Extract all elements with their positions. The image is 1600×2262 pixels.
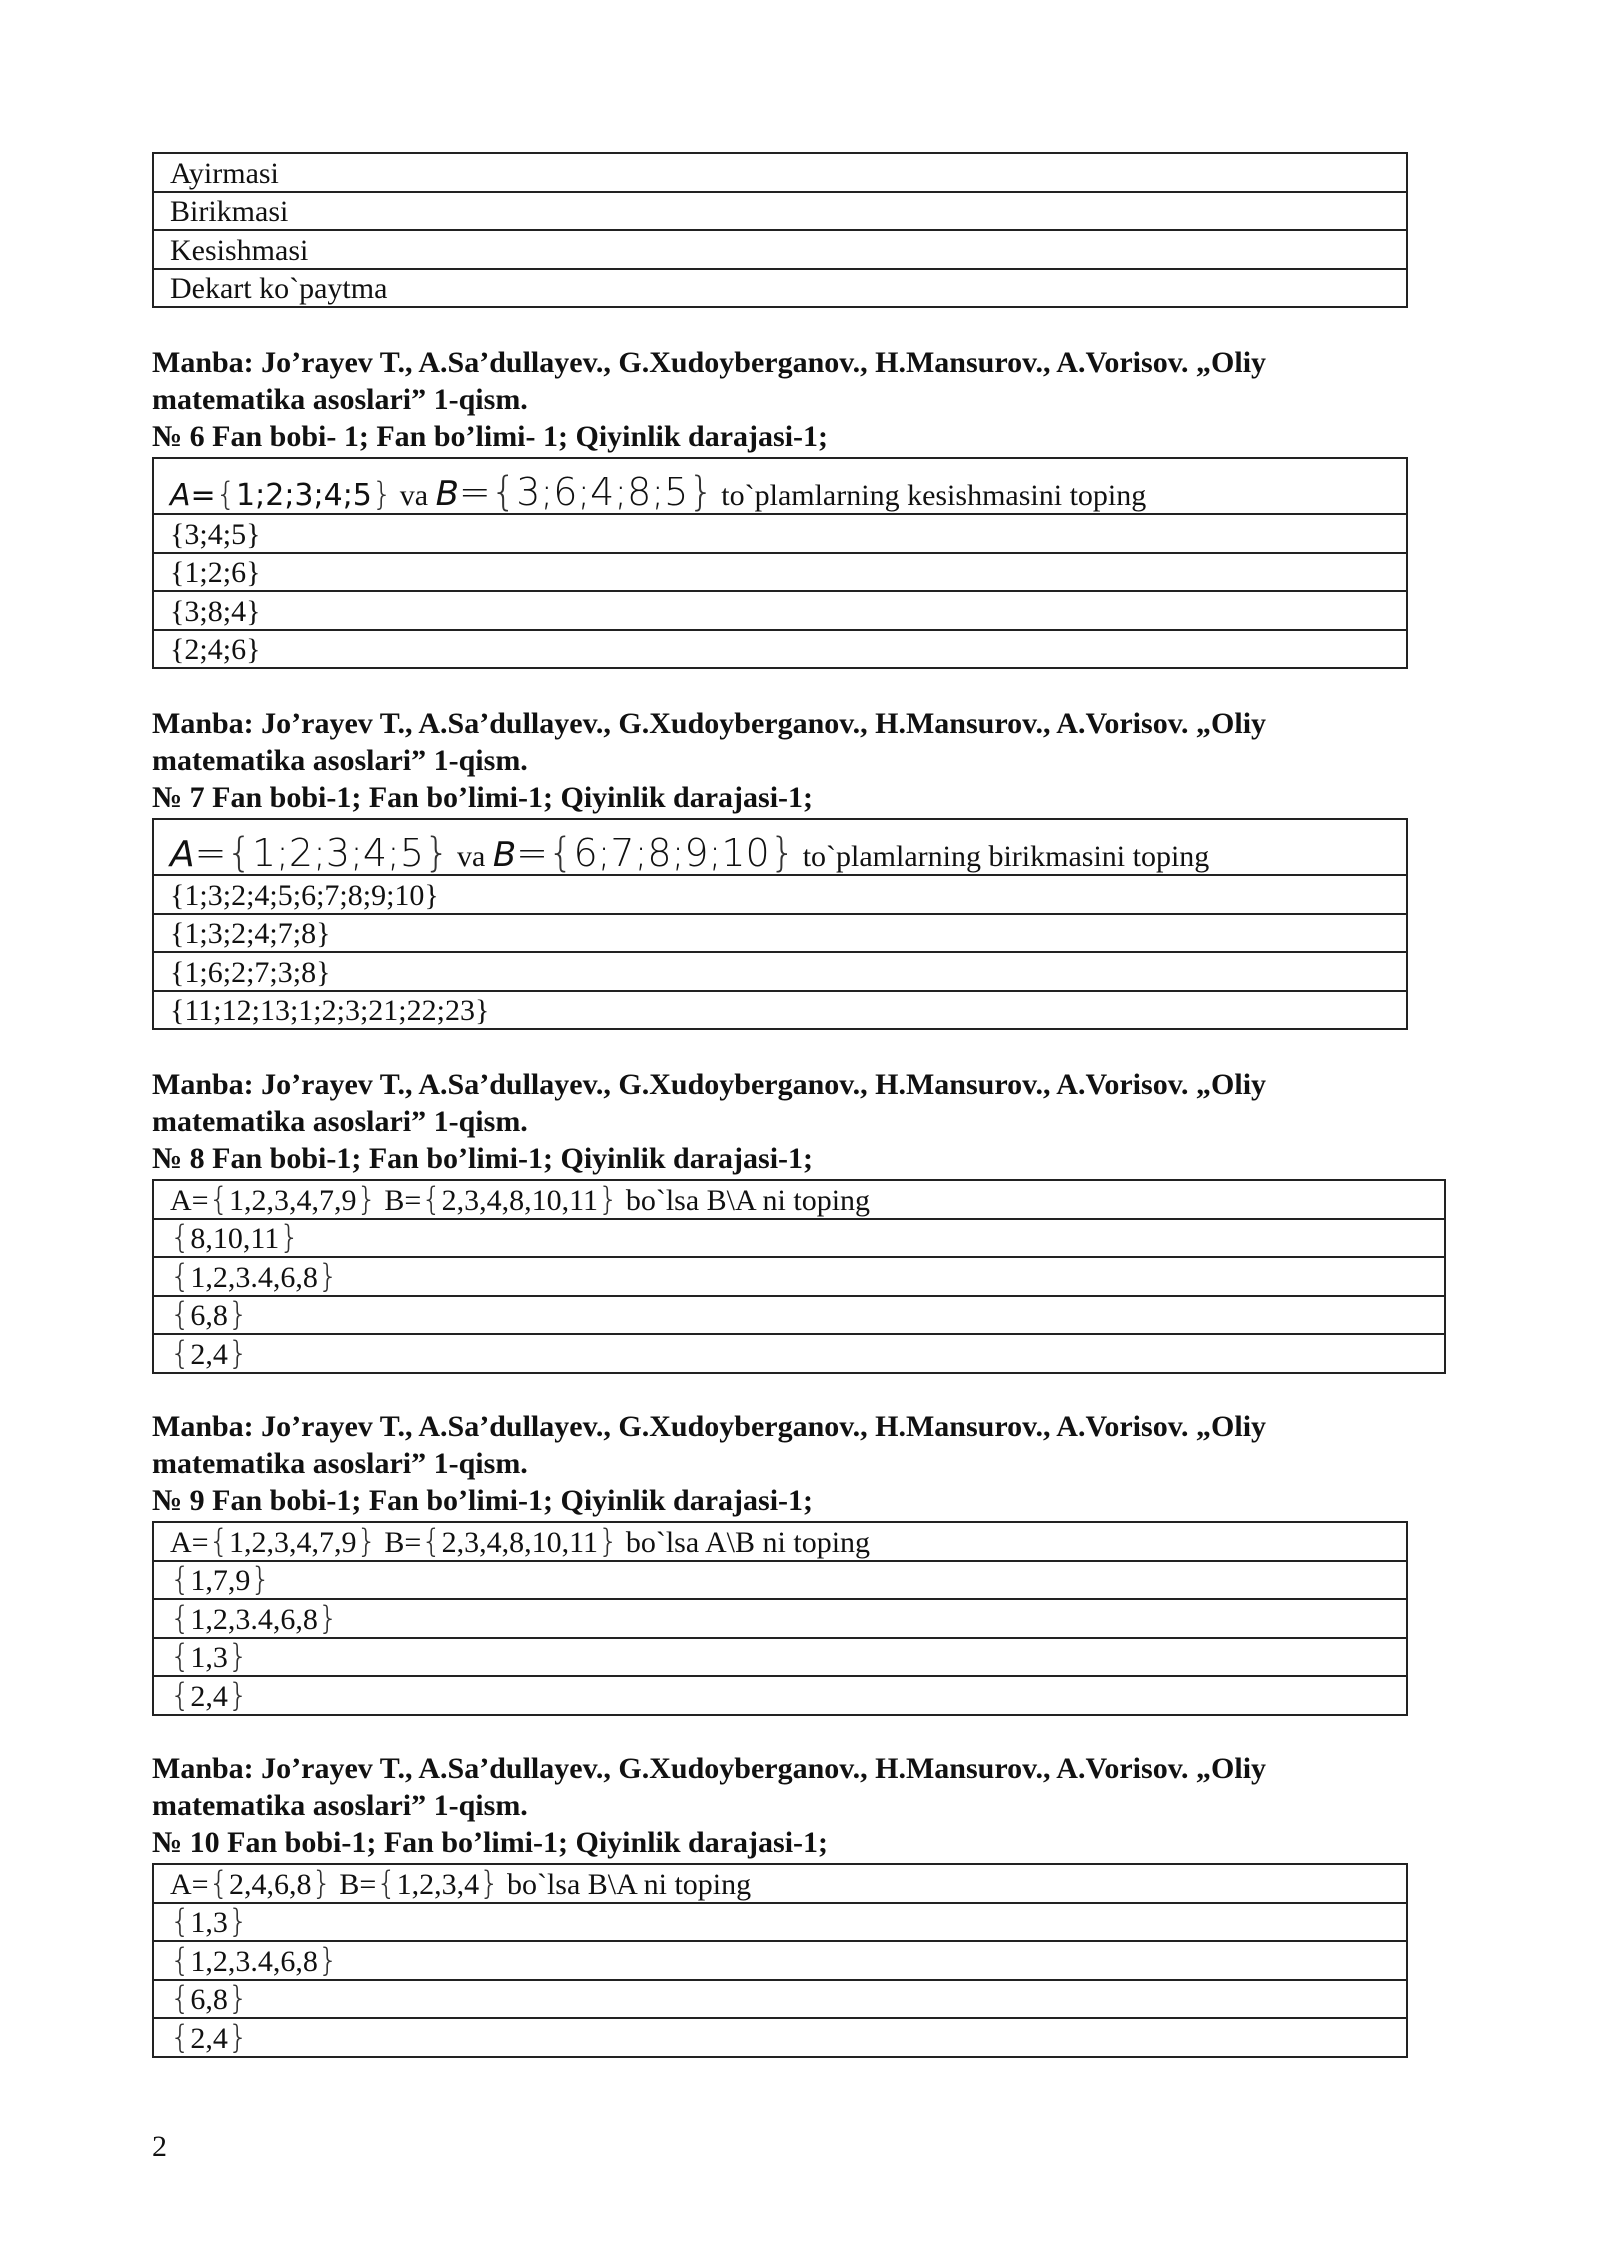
set-a-name: A	[170, 478, 191, 513]
option-cell: {1,3}	[153, 1638, 1407, 1677]
question-header	[152, 344, 1452, 455]
source-line: Manba: Jo’rayev T., A.Sa’dullayev., G.Xudoyberganov., H.Mansurov., A.Vorisov. „Oliy	[152, 1752, 1267, 1785]
set-b-name: B	[492, 835, 517, 875]
option-cell: {1,3}	[153, 1903, 1407, 1942]
question-table	[152, 1521, 1408, 1716]
question-text: bo`lsa B\A ni toping	[625, 1183, 871, 1217]
question-header	[152, 705, 1452, 816]
option-cell: {6,8}	[153, 1980, 1407, 2019]
option-cell: {6,8}	[153, 1296, 1445, 1335]
set-a-elements: 2,4,6,8	[228, 1867, 312, 1901]
question-cell: A={1;2;3;4;5} va B={6;7;8;9;10} to`plamlarning birikmasini toping	[153, 819, 1407, 875]
question-cell: A={1;2;3;4;5} va B={3;6;4;8;5} to`plamlarning kesishmasini toping	[153, 458, 1407, 514]
source-line: matematika asoslari” 1-qism.	[152, 1447, 528, 1480]
set-b-label: B=	[384, 1525, 422, 1559]
conjunction: va	[457, 840, 486, 873]
option-cell: Kesishmasi	[153, 230, 1407, 269]
source-line: Manba: Jo’rayev T., A.Sa’dullayev., G.Xudoyberganov., H.Mansurov., A.Vorisov. „Oliy	[152, 707, 1267, 740]
option-cell: Birikmasi	[153, 192, 1407, 231]
option-cell: {11;12;13;1;2;3;21;22;23}	[153, 991, 1407, 1030]
option-cell: {1,2,3.4,6,8}	[153, 1599, 1407, 1638]
option-cell: {1;6;2;7;3;8}	[153, 952, 1407, 991]
option-cell: {1;3;2;4;5;6;7;8;9;10}	[153, 875, 1407, 914]
source-line: matematika asoslari” 1-qism.	[152, 1105, 528, 1138]
question-meta: № 8 Fan bobi-1; Fan bo’limi-1; Qiyinlik darajasi-1;	[152, 1142, 814, 1175]
option-cell: {2,4}	[153, 1676, 1407, 1715]
question-cell: A={1,2,3,4,7,9} B={2,3,4,8,10,11} bo`lsa B\A ni toping	[153, 1180, 1445, 1219]
option-cell: {2,4}	[153, 2018, 1407, 2057]
source-line: matematika asoslari” 1-qism.	[152, 383, 528, 416]
set-b-elements: 2,3,4,8,10,11	[441, 1525, 598, 1559]
question-cell: A={2,4,6,8} B={1,2,3,4} bo`lsa B\A ni toping	[153, 1864, 1407, 1903]
set-a-label: A=	[170, 1183, 209, 1217]
question-header	[152, 1066, 1452, 1177]
set-a-name: A	[170, 834, 195, 875]
question-text: bo`lsa B\A ni toping	[506, 1867, 752, 1901]
question-text: to`plamlarning birikmasini toping	[802, 840, 1210, 873]
answer-options-table	[152, 152, 1408, 308]
source-line: matematika asoslari” 1-qism.	[152, 1789, 528, 1822]
set-b-label: B=	[384, 1183, 422, 1217]
option-cell: {3;8;4}	[153, 591, 1407, 630]
source-line: Manba: Jo’rayev T., A.Sa’dullayev., G.Xudoyberganov., H.Mansurov., A.Vorisov. „Oliy	[152, 346, 1267, 379]
source-line: matematika asoslari” 1-qism.	[152, 744, 528, 777]
question-header	[152, 1750, 1452, 1861]
option-cell: {1;3;2;4;7;8}	[153, 914, 1407, 953]
set-a-label: A=	[170, 1525, 209, 1559]
conjunction: va	[399, 479, 429, 512]
set-a-label: A=	[170, 1867, 209, 1901]
option-cell: {8,10,11}	[153, 1219, 1445, 1258]
question-header	[152, 1408, 1452, 1519]
question-meta: № 10 Fan bobi-1; Fan bo’limi-1; Qiyinlik darajasi-1;	[152, 1826, 829, 1859]
option-cell: {1;2;6}	[153, 553, 1407, 592]
option-cell: Ayirmasi	[153, 153, 1407, 192]
set-b-elements: 2,3,4,8,10,11	[441, 1183, 598, 1217]
option-cell: {1,2,3.4,6,8}	[153, 1941, 1407, 1980]
source-line: Manba: Jo’rayev T., A.Sa’dullayev., G.Xudoyberganov., H.Mansurov., A.Vorisov. „Oliy	[152, 1068, 1267, 1101]
question-meta: № 9 Fan bobi-1; Fan bo’limi-1; Qiyinlik darajasi-1;	[152, 1484, 814, 1517]
question-meta: № 7 Fan bobi-1; Fan bo’limi-1; Qiyinlik darajasi-1;	[152, 781, 814, 814]
page-number: 2	[152, 2130, 167, 2163]
set-b-elements: 1,2,3,4	[396, 1867, 480, 1901]
question-table	[152, 457, 1408, 669]
question-cell: A={1,2,3,4,7,9} B={2,3,4,8,10,11} bo`lsa A\B ni toping	[153, 1522, 1407, 1561]
question-table	[152, 1863, 1408, 2058]
set-b-elements: 6;7;8;9;10	[573, 831, 770, 875]
question-table	[152, 818, 1408, 1030]
option-cell: Dekart ko`paytma	[153, 269, 1407, 308]
option-cell: {1,2,3.4,6,8}	[153, 1257, 1445, 1296]
question-table	[152, 1179, 1446, 1374]
question-meta: № 6 Fan bobi- 1; Fan bo’limi- 1; Qiyinlik darajasi-1;	[152, 420, 829, 453]
option-cell: {2;4;6}	[153, 630, 1407, 669]
option-cell: {1,7,9}	[153, 1561, 1407, 1600]
option-cell: {3;4;5}	[153, 514, 1407, 553]
set-a-elements: 1,2,3,4,7,9	[228, 1183, 357, 1217]
set-b-elements: 3;6;4;8;5	[516, 470, 689, 514]
set-b-name: B	[435, 474, 459, 514]
question-text: bo`lsa A\B ni toping	[625, 1525, 871, 1559]
set-a-elements: 1;2;3;4;5	[236, 478, 372, 513]
set-a-elements: 1,2,3,4,7,9	[228, 1525, 357, 1559]
option-cell: {2,4}	[153, 1334, 1445, 1373]
question-text: to`plamlarning kesishmasini toping	[721, 479, 1147, 512]
set-b-label: B=	[339, 1867, 377, 1901]
set-a-elements: 1;2;3;4;5	[251, 831, 425, 875]
source-line: Manba: Jo’rayev T., A.Sa’dullayev., G.Xudoyberganov., H.Mansurov., A.Vorisov. „Oliy	[152, 1410, 1267, 1443]
